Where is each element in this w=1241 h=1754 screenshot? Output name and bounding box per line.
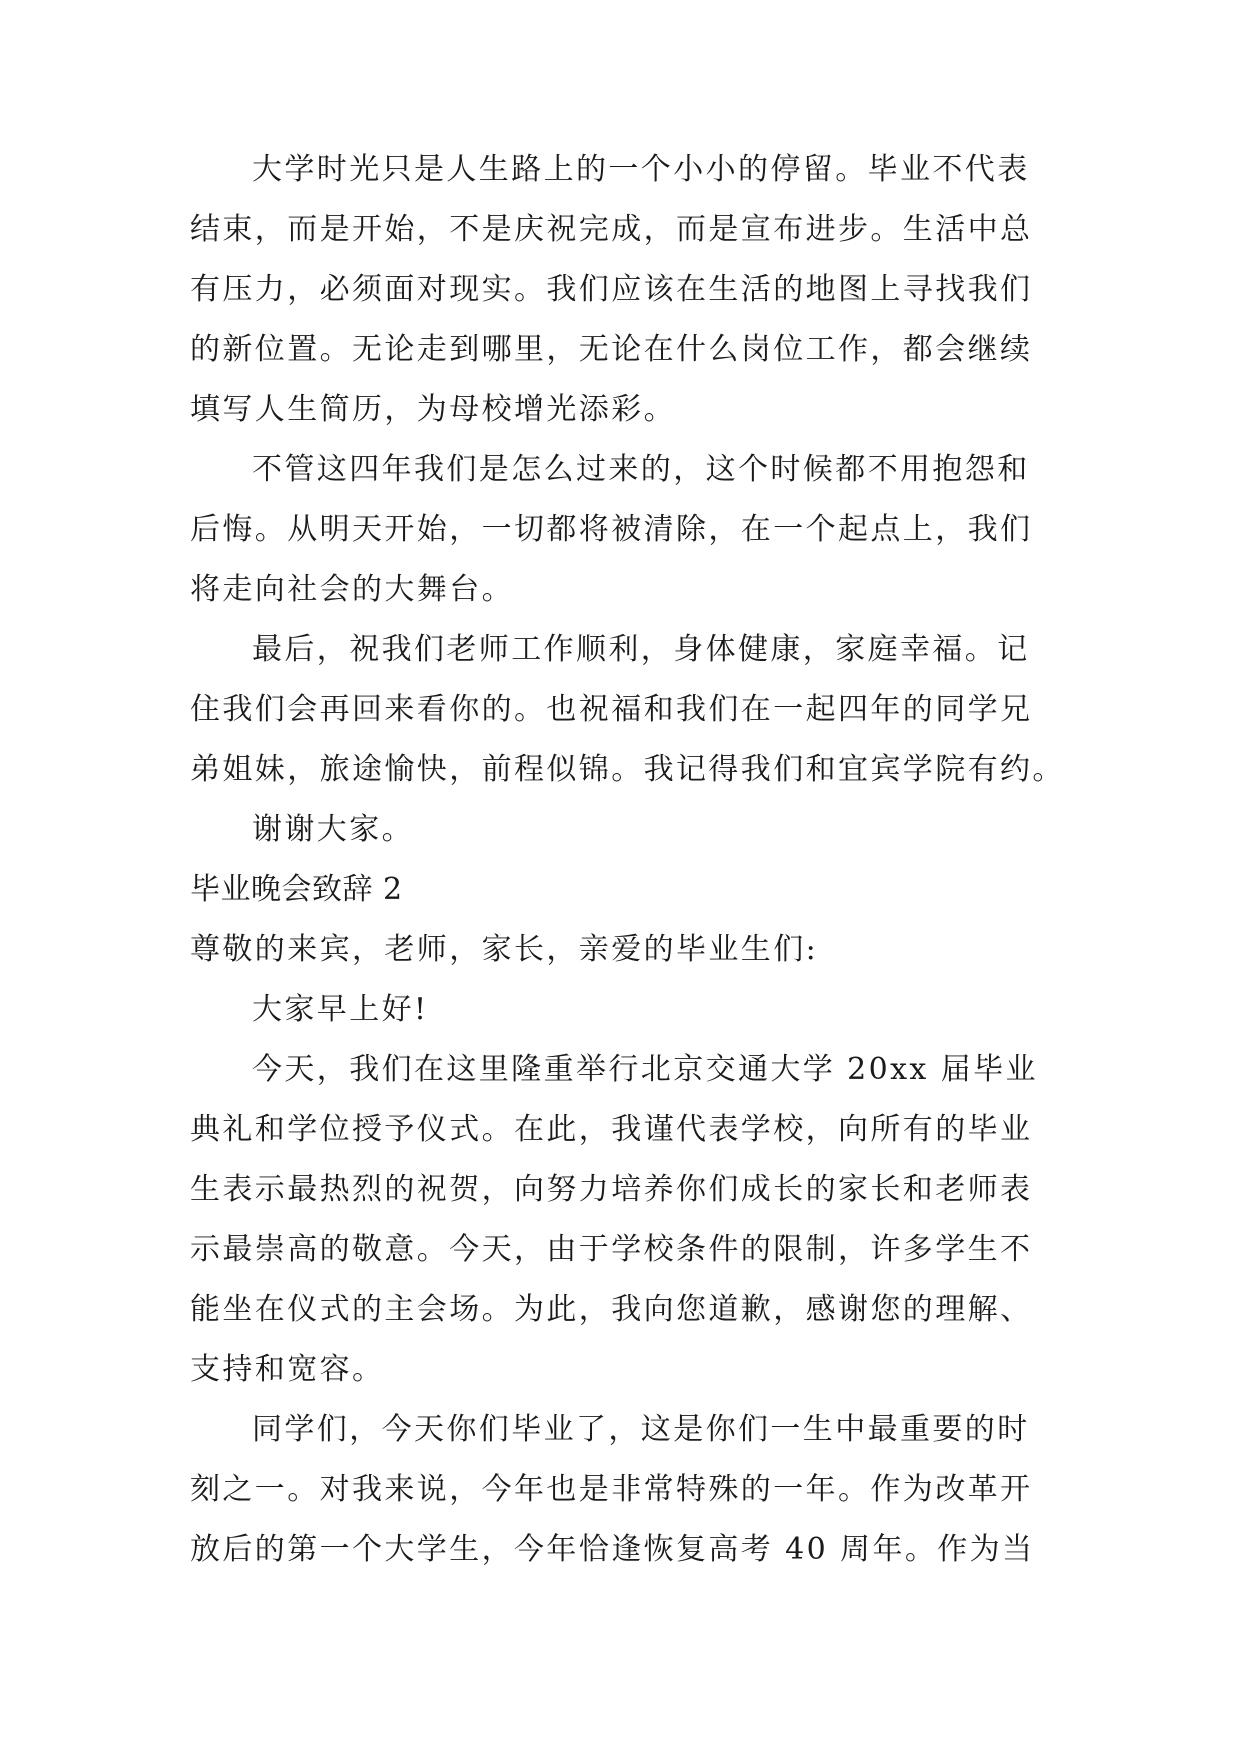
text-line: 后悔。从明天开始，一切都将被清除，在一个起点上，我们 [190, 512, 1033, 547]
text-line: 有压力，必须面对现实。我们应该在生活的地图上寻找我们 [190, 272, 1033, 307]
text-line: 弟姐妹，旅途愉快，前程似锦。我记得我们和宜宾学院有约。 [190, 752, 1065, 787]
text-line: 大学时光只是人生路上的一个小小的停留。毕业不代表 [252, 152, 1030, 187]
text-line: 刻之一。对我来说，今年也是非常特殊的一年。作为改革开 [190, 1472, 1033, 1507]
text-line: 同学们，今天你们毕业了，这是你们一生中最重要的时 [252, 1412, 1030, 1447]
section-heading [190, 860, 1041, 920]
text-line: 今天，我们在这里隆重举行北京交通大学 20xx 届毕业 [252, 1052, 1038, 1087]
text-line: 生表示最热烈的祝贺，向努力培养你们成长的家长和老师表 [190, 1172, 1033, 1207]
text-line: 住我们会再回来看你的。也祝福和我们在一起四年的同学兄 [190, 692, 1033, 727]
text-line: 的新位置。无论走到哪里，无论在什么岗位工作，都会继续 [190, 332, 1033, 367]
paragraph-students [190, 1400, 1041, 1580]
text-line: 尊敬的来宾，老师，家长，亲爱的毕业生们: [190, 932, 819, 967]
paragraph-university-time [190, 140, 1041, 440]
text-line: 放后的第一个大学生，今年恰逢恢复高考 40 周年。作为当 [190, 1532, 1035, 1567]
text-line: 填写人生简历，为母校增光添彩。 [190, 392, 676, 427]
text-line: 能坐在仪式的主会场。为此，我向您道歉，感谢您的理解、 [190, 1292, 1033, 1327]
text-line: 最后，祝我们老师工作顺利，身体健康，家庭幸福。记 [252, 632, 1030, 667]
paragraph-ceremony [190, 1040, 1041, 1400]
paragraph-four-years [190, 440, 1041, 620]
text-line: 支持和宽容。 [190, 1352, 385, 1387]
text-line: 将走向社会的大舞台。 [190, 572, 514, 607]
paragraph-blessing [190, 620, 1065, 800]
text-line: 谢谢大家。 [252, 812, 414, 847]
greeting [190, 980, 1041, 1040]
text-line: 不管这四年我们是怎么过来的，这个时候都不用抱怨和 [252, 452, 1030, 487]
text-line: 大家早上好! [252, 992, 429, 1027]
heading-text: 毕业晚会致辞 2 [190, 872, 403, 907]
text-line: 示最崇高的敬意。今天，由于学校条件的限制，许多学生不 [190, 1232, 1033, 1267]
text-line: 结束，而是开始，不是庆祝完成，而是宣布进步。生活中总 [190, 212, 1033, 247]
text-line: 典礼和学位授予仪式。在此，我谨代表学校，向所有的毕业 [190, 1112, 1033, 1147]
paragraph-thanks [190, 800, 1041, 860]
salutation [190, 920, 1041, 980]
